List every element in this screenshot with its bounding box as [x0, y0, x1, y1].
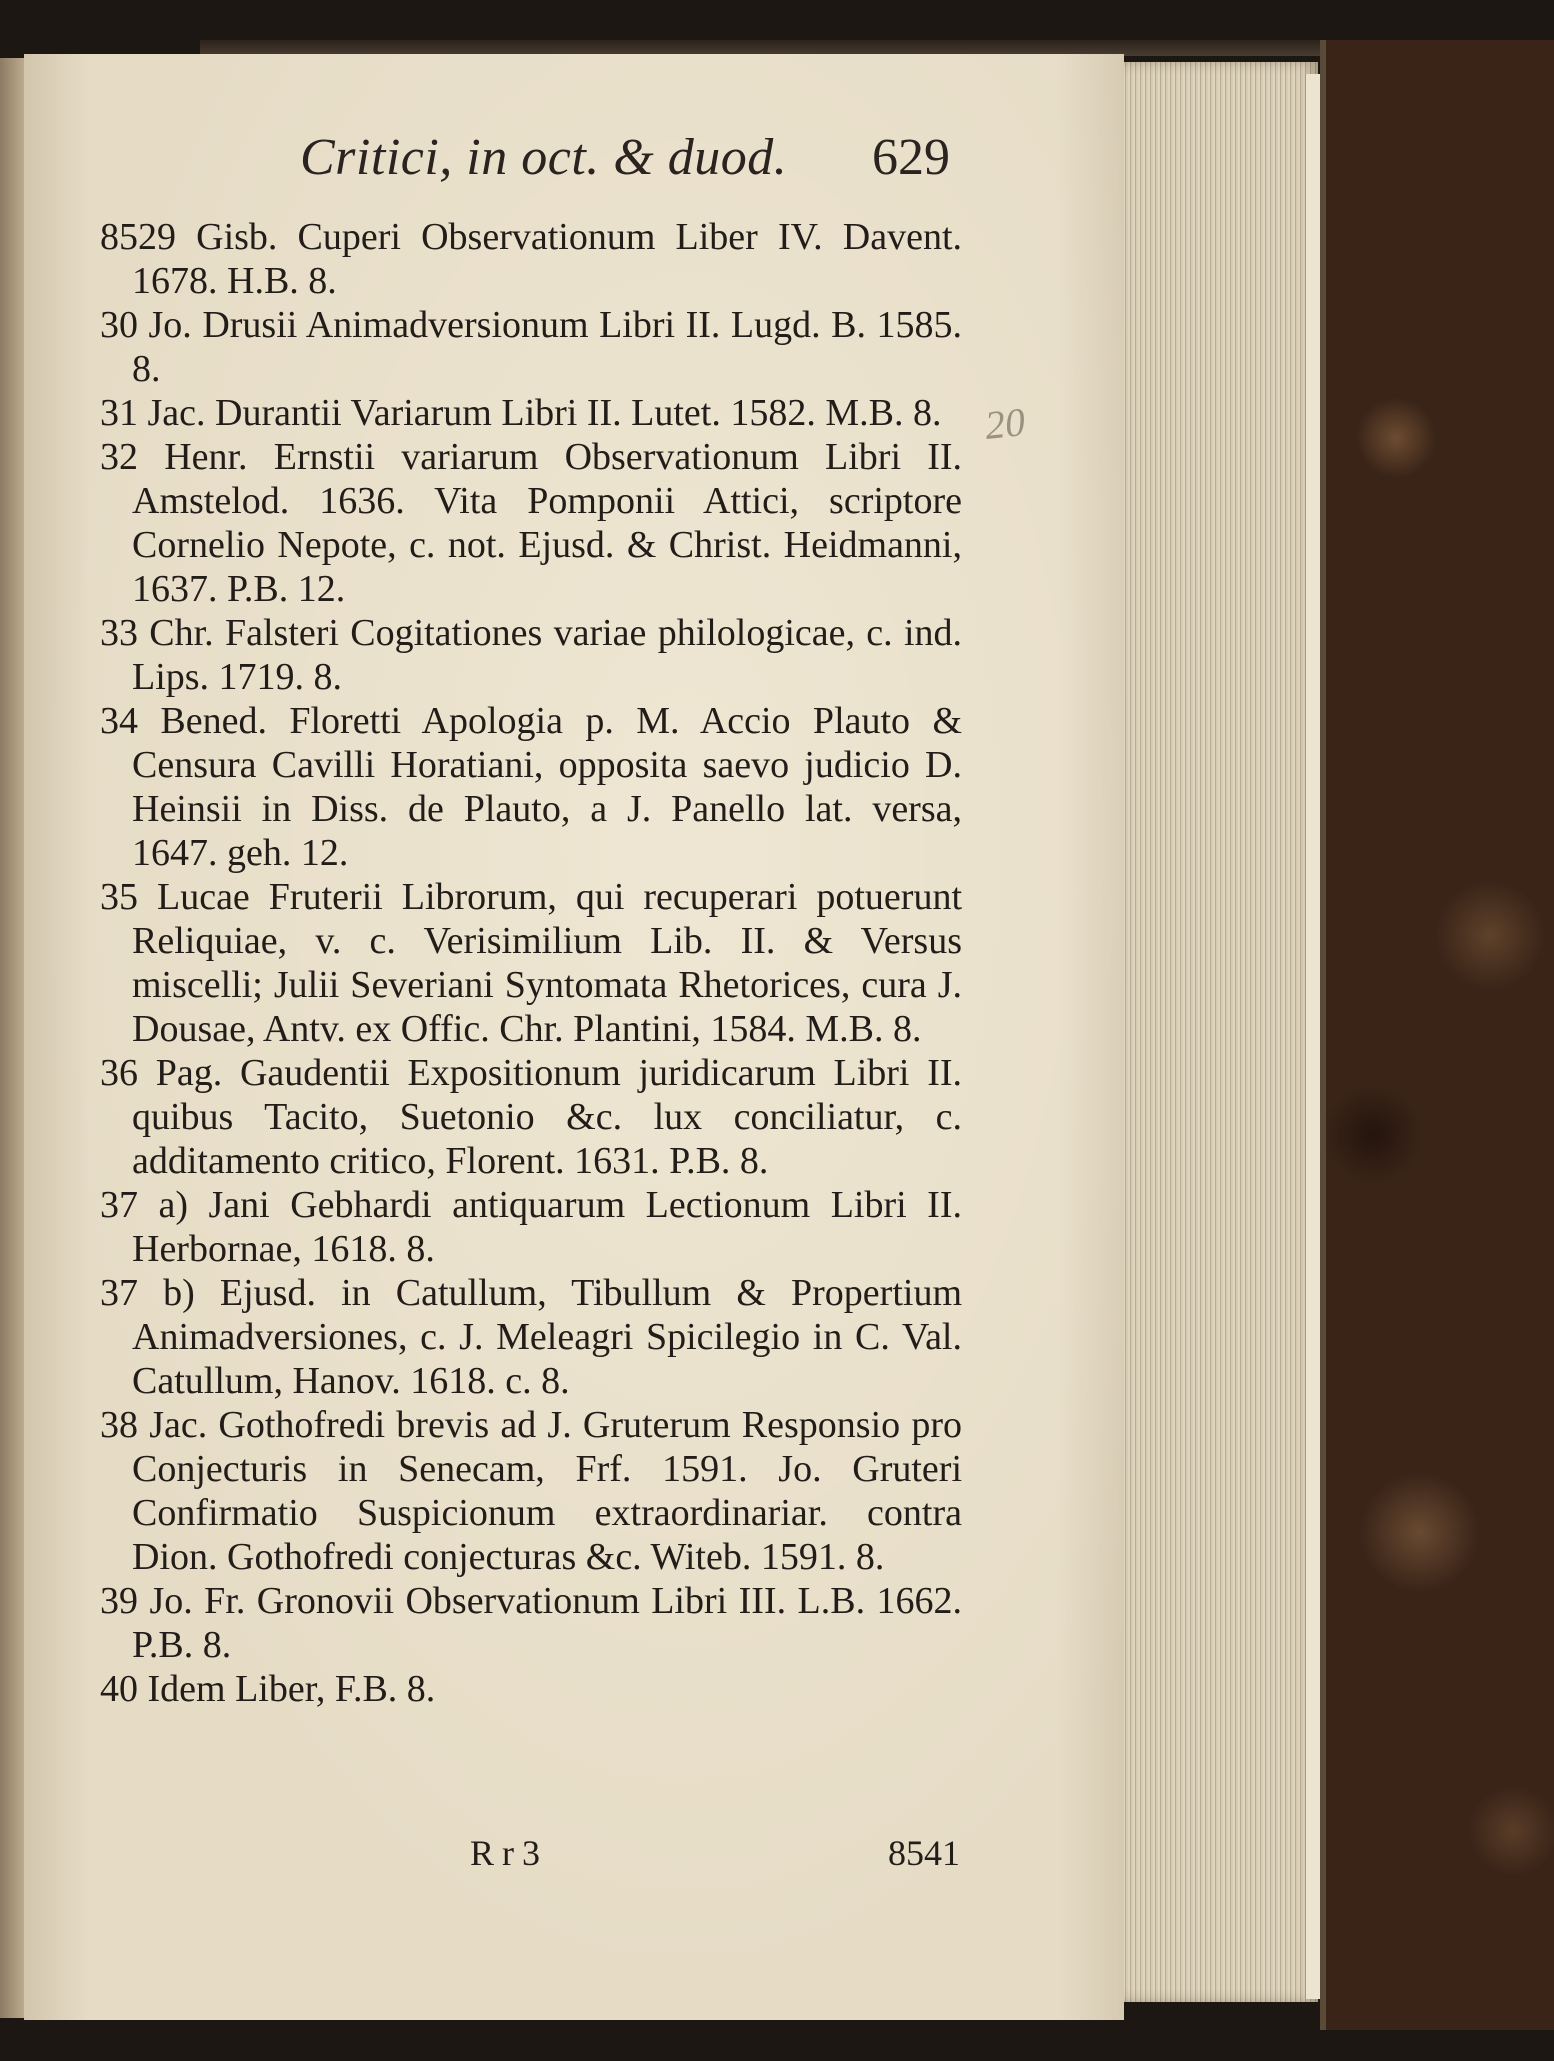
entry-text: Chr. Falsteri Cogitationes variae philologicae, c. ind. Lips. 1719. 8. — [132, 612, 963, 698]
entry-number: 38 — [100, 1404, 138, 1446]
signature-mark: Rr3 — [470, 1833, 548, 1873]
running-title: Critici, in oct. & duod. — [300, 129, 788, 186]
list-item — [100, 1579, 962, 1667]
entry-number: 30 — [100, 304, 138, 346]
page-edges — [1098, 62, 1318, 2002]
entry-number: 32 — [100, 436, 138, 478]
entry-number: 33 — [100, 612, 138, 654]
entry-text: Jac. Durantii Variarum Libri II. Lutet. 1582. M.B. 8. — [147, 392, 942, 434]
list-item — [100, 875, 962, 1051]
entry-number: 34 — [100, 700, 138, 742]
entry-number: 8529 — [100, 216, 176, 258]
entry-text: Jo. Drusii Animadversionum Libri II. Lugd. B. 1585. 8. — [132, 304, 962, 390]
list-item — [100, 435, 962, 611]
list-item — [100, 1051, 962, 1183]
list-item — [100, 1667, 962, 1711]
entry-text: Gisb. Cuperi Observationum Liber IV. Davent. 1678. H.B. 8. — [132, 216, 963, 302]
list-item — [100, 1271, 962, 1403]
entry-text: Jo. Fr. Gronovii Observationum Libri III. L.B. 1662. P.B. 8. — [132, 1580, 963, 1666]
catalogue-entries — [100, 215, 962, 1711]
list-item — [100, 303, 962, 391]
entry-number: 40 — [100, 1668, 138, 1710]
entry-text: Ejusd. in Catullum, Tibullum & Propertium Animadversiones, c. J. Meleagri Spicilegio in C. Val. Catullum, Hanov. 1618. c. 8. — [132, 1272, 963, 1402]
entry-number: 36 — [100, 1052, 138, 1094]
list-item — [100, 611, 962, 699]
page-footer — [470, 1832, 960, 1882]
endpaper-edge — [1305, 74, 1320, 1999]
entry-text: Idem Liber, F.B. 8. — [147, 1668, 436, 1710]
entry-text: Jac. Gothofredi brevis ad J. Gruterum Responsio pro Conjecturis in Senecam, Frf. 1591. Jo. Gruteri Confirmatio Suspicionum extraordinariar. contra Dion. Gothofredi conjecturas &c. Witeb. 1591. 8. — [132, 1404, 962, 1578]
entry-text: Bened. Floretti Apologia p. M. Accio Plauto & Censura Cavilli Horatiani, opposita saevo judicio D. Heinsii in Diss. de Plauto, a J. Panello lat. versa, 1647. geh. 12. — [132, 700, 962, 874]
catchword: 8541 — [888, 1833, 960, 1873]
list-item — [100, 1403, 962, 1579]
page-number: 629 — [872, 129, 950, 186]
entry-number: 39 — [100, 1580, 138, 1622]
pencil-margin-note: 20 — [982, 399, 1028, 448]
entry-text: Lucae Fruterii Librorum, qui recuperari potuerunt Reliquiae, v. c. Verisimilium Lib. II. & Versus miscelli; Julii Severiani Syntomata Rhetorices, cura J. Dousae, Antv. ex Offic. Chr. Plantini, 1584. M.B. 8. — [132, 876, 962, 1050]
entry-number: 35 — [100, 876, 138, 918]
list-item — [100, 699, 962, 875]
entry-number: 37 b) — [100, 1272, 195, 1314]
entry-text: Henr. Ernstii variarum Observationum Libri II. Amstelod. 1636. Vita Pomponii Attici, scriptore Cornelio Nepote, c. not. Ejusd. & Christ. Heidmanni, 1637. P.B. 12. — [132, 436, 963, 610]
list-item — [100, 1183, 962, 1271]
entry-text: Jani Gebhardi antiquarum Lectionum Libri II. Herbornae, 1618. 8. — [132, 1184, 962, 1270]
page-header — [300, 128, 950, 198]
book-cover — [1320, 40, 1554, 2030]
entry-number: 31 — [100, 392, 138, 434]
list-item — [100, 391, 962, 435]
entry-number: 37 a) — [100, 1184, 189, 1226]
list-item — [100, 215, 962, 303]
entry-text: Pag. Gaudentii Expositionum juridicarum Libri II. quibus Tacito, Suetonio &c. lux conciliatur, c. additamento critico, Florent. 1631. P.B. 8. — [132, 1052, 963, 1182]
